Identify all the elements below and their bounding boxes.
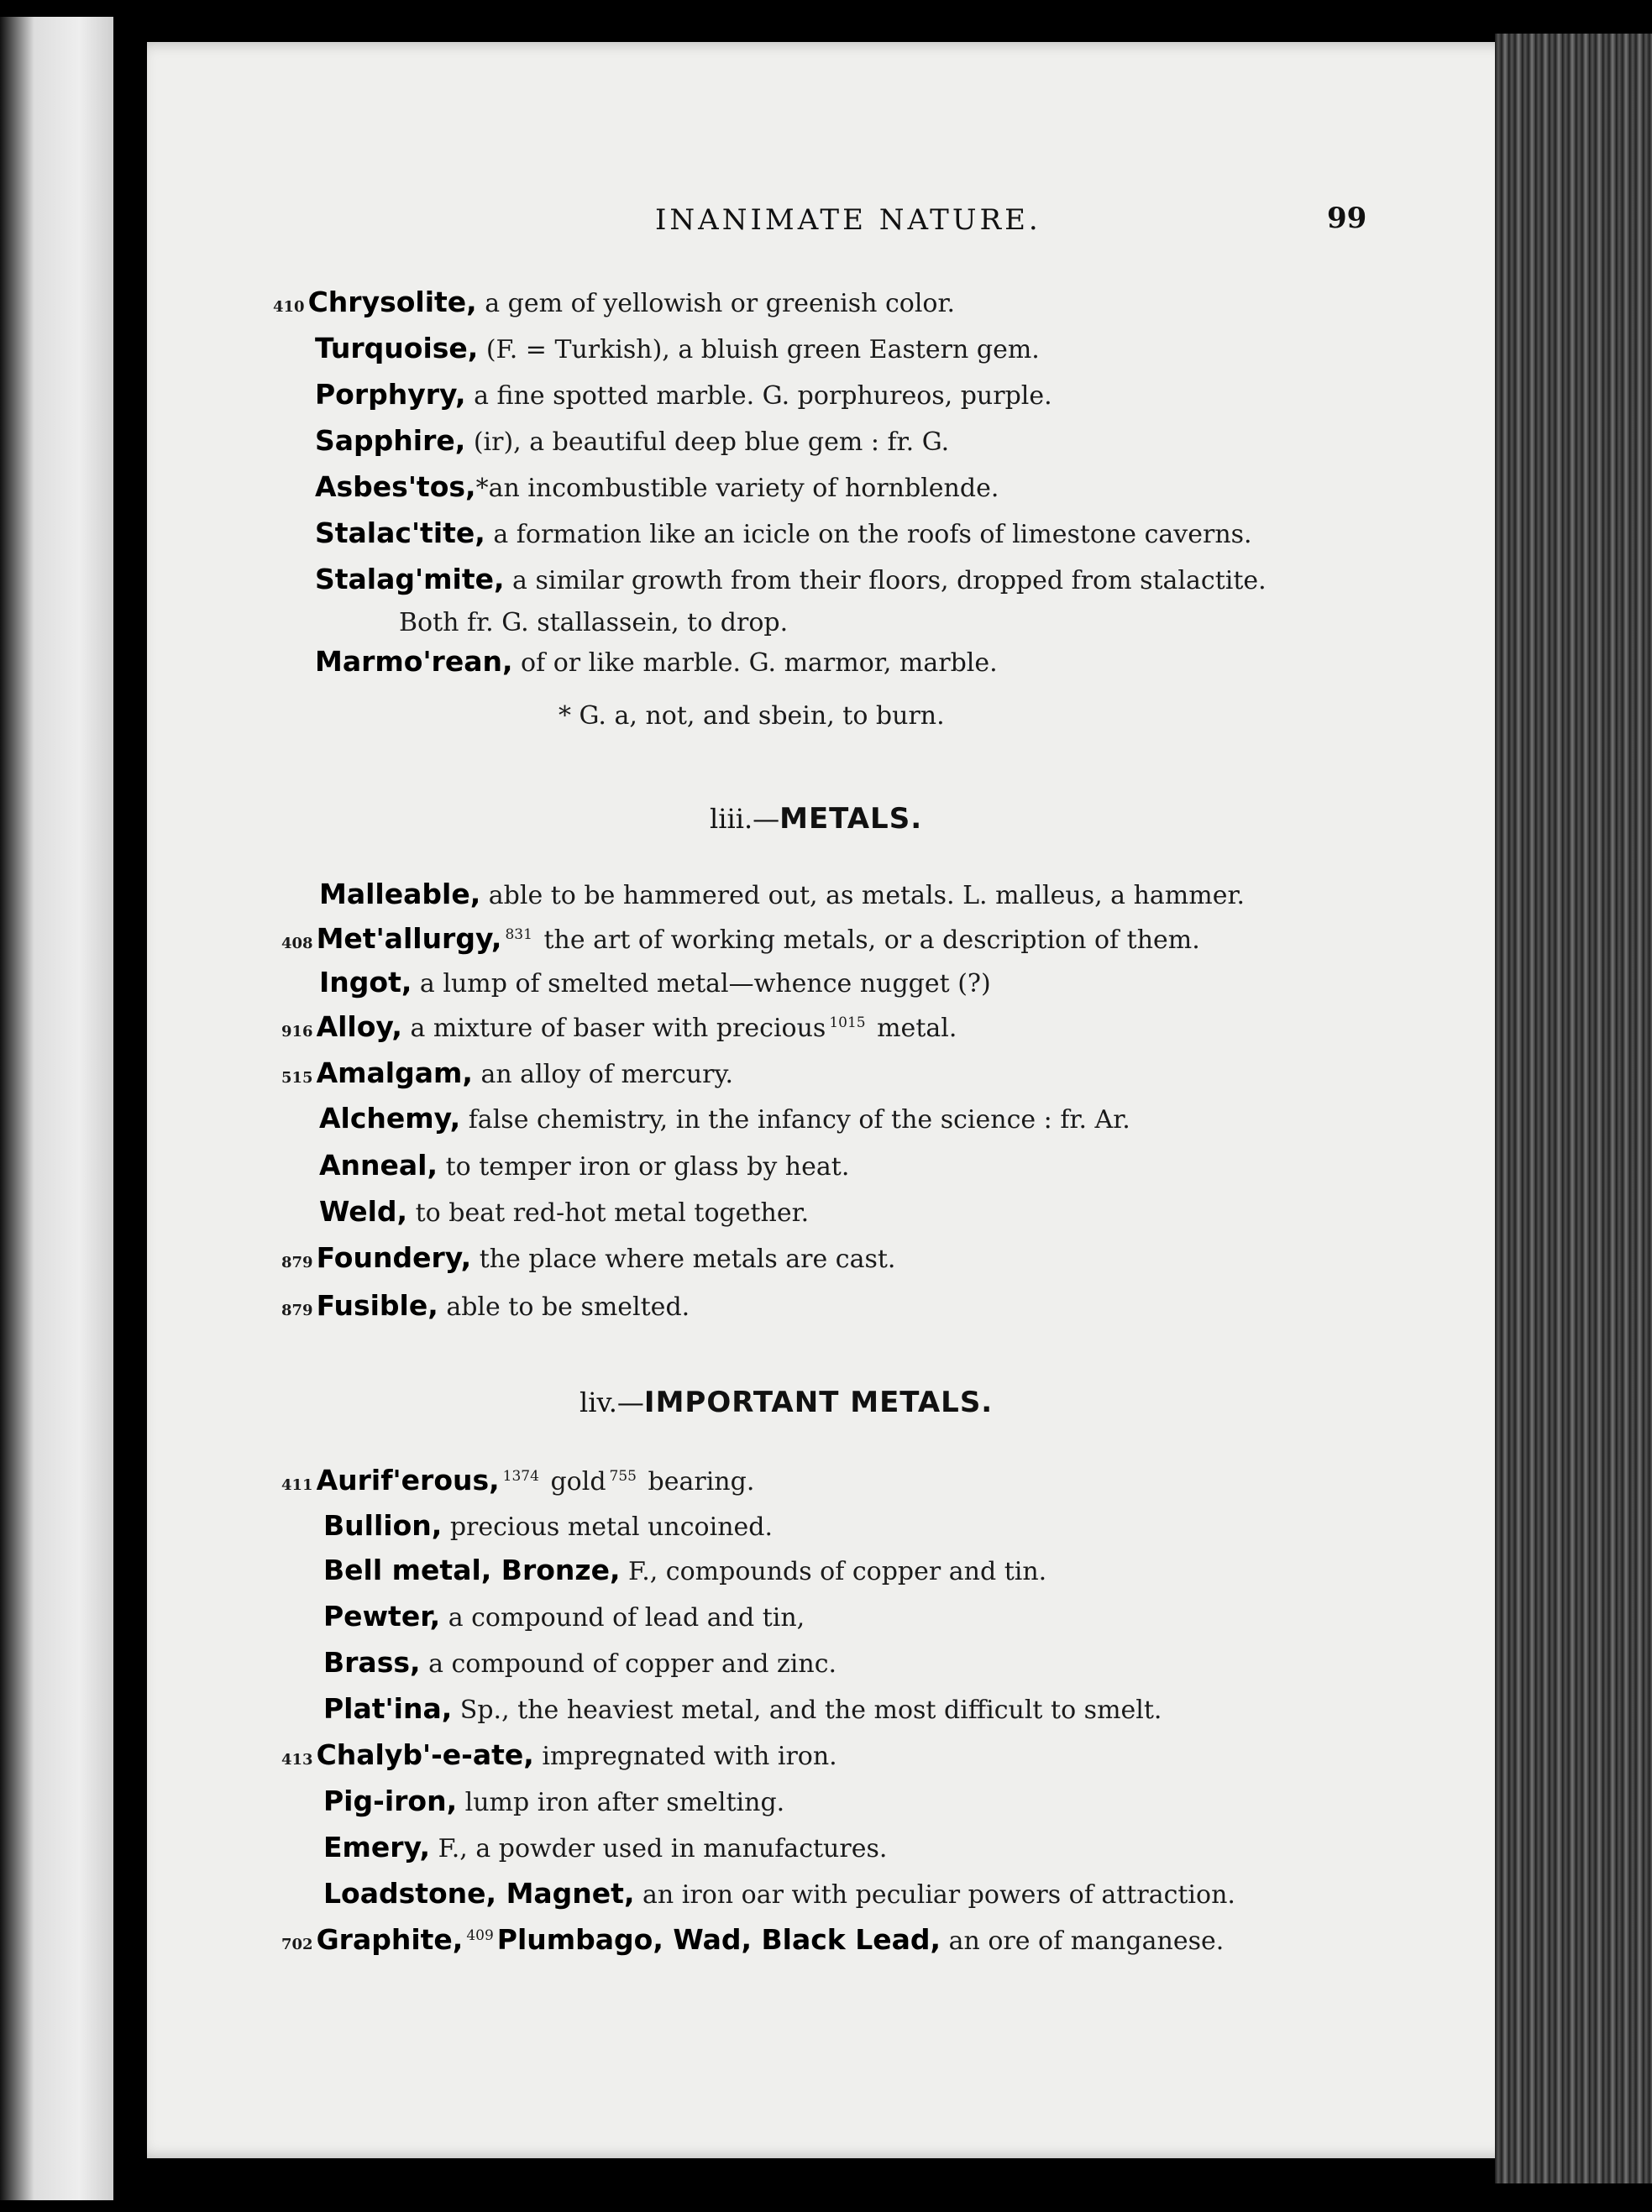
entry-stalagmite: Stalag'mite, a similar growth from their floors, dropped from stalactite.	[315, 563, 1267, 595]
entry-weld: Weld, to beat red-hot metal together.	[319, 1195, 810, 1228]
entry-platina: Plat'ina, Sp., the heaviest metal, and the most difficult to smelt.	[323, 1692, 1162, 1725]
entry-etymology-note: Both fr. G. stallassein, to drop.	[399, 608, 789, 637]
entry-bullion: Bullion, precious metal uncoined.	[323, 1509, 774, 1542]
entry-pewter: Pewter, a compound of lead and tin,	[323, 1600, 805, 1633]
facing-page-edge	[0, 17, 113, 2200]
entry-chalybeate: 413 Chalyb'-e-ate, impregnated with iron.	[281, 1738, 837, 1771]
entry-fusible: 879 Fusible, able to be smelted.	[281, 1289, 690, 1322]
entry-graphite: 702 Graphite, $^{409}$ Plumbago, Wad, Black Lead, an ore of manganese.	[281, 1923, 1225, 1956]
entry-porphyry: Porphyry, a fine spotted marble. G. porphureos, purple.	[315, 378, 1052, 411]
page-number: 99	[1327, 202, 1367, 235]
entry-metallurgy: 408 Met'allurgy, $^{831}$ the art of working metals, or a description of them.	[281, 922, 1200, 955]
entry-alloy: 916 Alloy, a mixture of baser with precious $^{1015}$ metal.	[281, 1010, 957, 1043]
entry-bell-metal-bronze: Bell metal, Bronze, F., compounds of copper and tin.	[323, 1554, 1047, 1586]
entry-anneal: Anneal, to temper iron or glass by heat.	[319, 1149, 850, 1182]
footnote: * G. a, not, and sbein, to burn.	[559, 701, 945, 731]
entry-ingot: Ingot, a lump of smelted metal—whence nugget (?)	[319, 966, 991, 999]
section-heading-metals: liii.—METALS.	[710, 802, 923, 836]
page-stack-edge	[1495, 34, 1652, 2183]
entry-malleable: Malleable, able to be hammered out, as metals. L. malleus, a hammer.	[319, 878, 1246, 910]
entry-chrysolite: 410 Chrysolite, a gem of yellowish or greenish color.	[273, 286, 956, 318]
entry-amalgam: 515 Amalgam, an alloy of mercury.	[281, 1056, 734, 1089]
entry-alchemy: Alchemy, false chemistry, in the infancy of the science : fr. Ar.	[319, 1102, 1130, 1135]
entry-loadstone-magnet: Loadstone, Magnet, an iron oar with peculiar powers of attraction.	[323, 1877, 1235, 1910]
entry-brass: Brass, a compound of copper and zinc.	[323, 1646, 837, 1679]
entry-sapphire: Sapphire, (ir), a beautiful deep blue gem : fr. G.	[315, 424, 950, 457]
entry-asbestos: Asbes'tos,*an incombustible variety of hornblende.	[315, 470, 999, 503]
running-header: INANIMATE NATURE.	[655, 203, 1041, 237]
entry-emery: Emery, F., a powder used in manufactures.	[323, 1831, 888, 1863]
entry-auriferous: 411 Aurif'erous, $^{1374}$ gold $^{755}$ bearing.	[281, 1464, 755, 1497]
entry-turquoise: Turquoise, (F. = Turkish), a bluish green Eastern gem.	[315, 332, 1040, 364]
entry-foundery: 879 Foundery, the place where metals are cast.	[281, 1241, 896, 1274]
section-heading-important-metals: liv.—IMPORTANT METALS.	[580, 1386, 994, 1419]
entry-stalactite: Stalac'tite, a formation like an icicle on the roofs of limestone caverns.	[315, 516, 1252, 549]
entry-pig-iron: Pig-iron, lump iron after smelting.	[323, 1785, 785, 1817]
entry-marmorean: Marmo'rean, of or like marble. G. marmor, marble.	[315, 645, 998, 678]
